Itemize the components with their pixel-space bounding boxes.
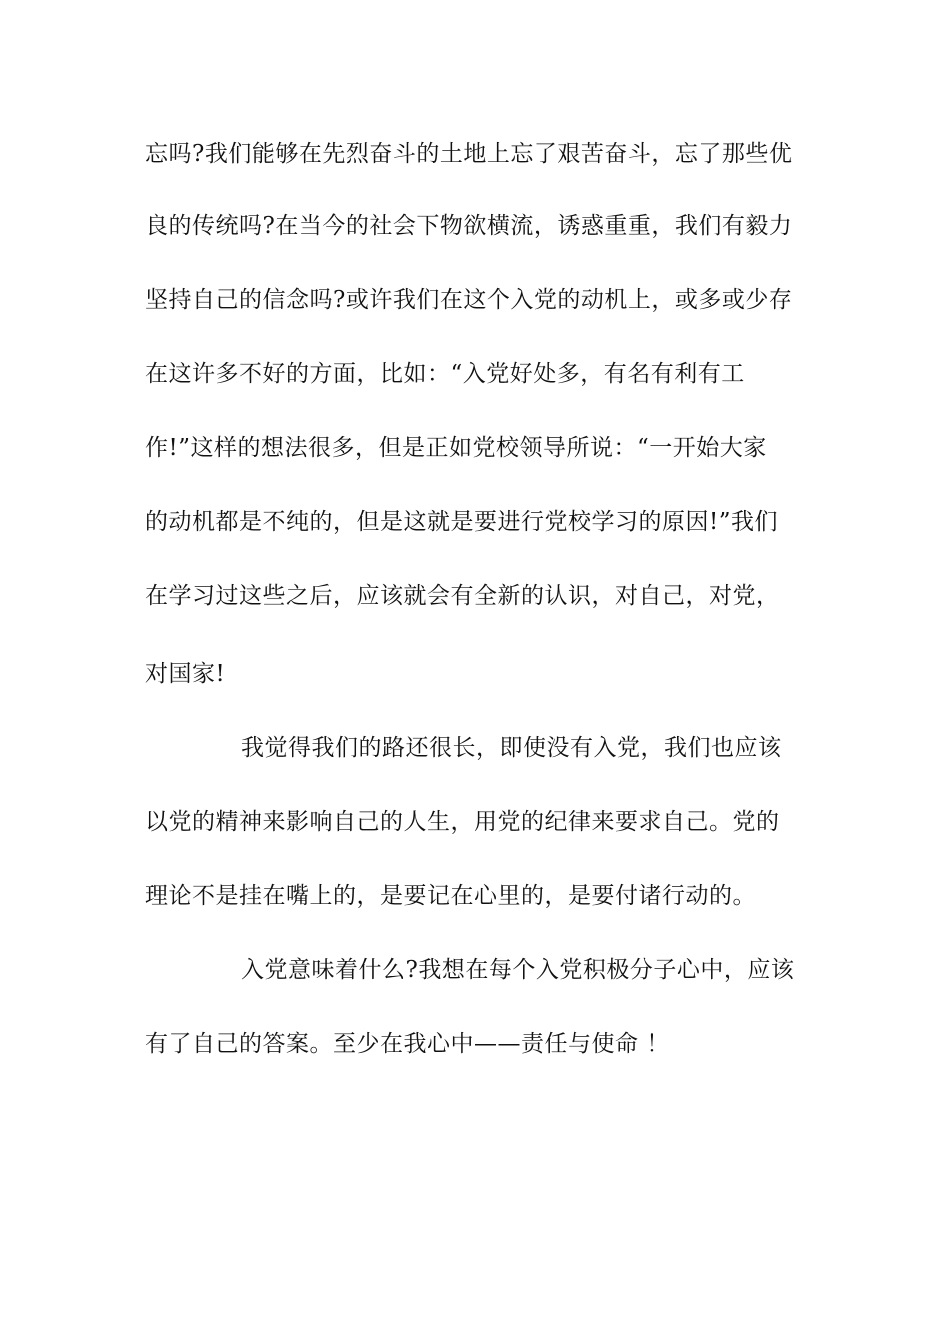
paragraph-line: 在这许多不好的方面，比如：“入党好处多，有名有利有工 (145, 361, 745, 387)
paragraph-line: 理论不是挂在嘴上的，是要记在心里的，是要付诸行动的。 (145, 883, 756, 909)
paragraph-line: 忘吗?我们能够在先烈奋斗的土地上忘了艰苦奋斗，忘了那些优 (145, 141, 793, 167)
paragraph-line: 在学习过这些之后，应该就会有全新的认识，对自己，对党， (145, 583, 780, 609)
paragraph-line: 以党的精神来影响自己的人生，用党的纪律来要求自己。党的 (145, 809, 780, 835)
paragraph-line: 作!”这样的想法很多，但是正如党校领导所说：“一开始大家 (145, 435, 767, 461)
paragraph-line: 入党意味着什么?我想在每个入党积极分子心中，应该 (241, 957, 795, 983)
paragraph-line: 坚持自己的信念吗?或许我们在这个入党的动机上，或多或少存 (145, 287, 793, 313)
paragraph-line: 有了自己的答案。至少在我心中——责任与使命 ！ (145, 1031, 670, 1057)
paragraph-line: 良的传统吗?在当今的社会下物欲横流，诱惑重重，我们有毅力 (145, 213, 793, 239)
paragraph-line: 对国家! (145, 661, 226, 687)
paragraph-line: 的动机都是不纯的，但是这就是要进行党校学习的原因!”我们 (145, 509, 779, 535)
paragraph-line: 我觉得我们的路还很长，即使没有入党，我们也应该 (241, 735, 782, 761)
